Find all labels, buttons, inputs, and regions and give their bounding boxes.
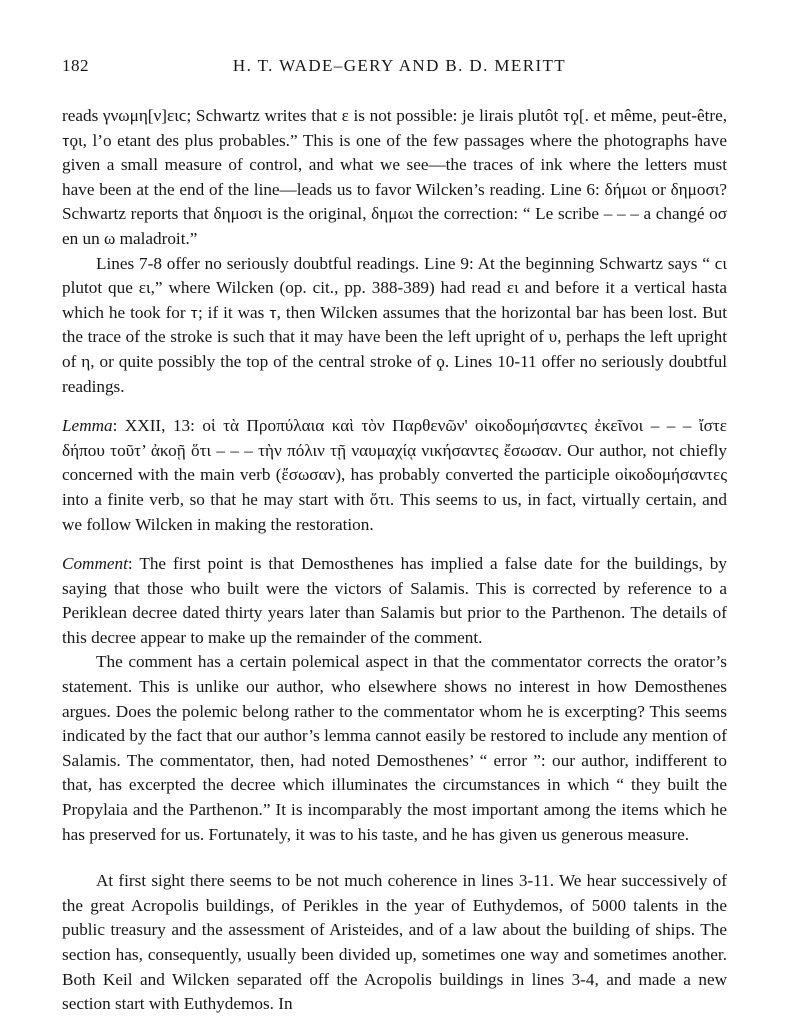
lemma-paragraph: [62, 414, 727, 537]
lemma-label: Lemma: [62, 416, 113, 436]
paragraph-6: At first sight there seems to be not much coherence in lines 3-11. We hear successively of the great Acropolis buildings, of Perikles in the year of Euthydemos, of 5000 talents in the public treasury and the assessment of Aristeides, and of a law about the building of ships. The section has, consequently, usually been divided up, sometimes one way and sometimes another. Both Keil and Wilcken separated off the Acropolis buildings in lines 3-4, and made a new section start with Euthydemos. In: [62, 871, 727, 1014]
comment-label: Comment: [62, 554, 128, 574]
body-text: [62, 104, 727, 1017]
running-head: [62, 56, 727, 78]
page-number: 182: [62, 56, 89, 75]
paragraph-2: Lines 7-8 offer no seriously doubtful readings. Line 9: At the beginning Schwartz says “ ϲι plutot que ει,” where Wilcken (op. cit., pp. 388-389) had read ει and before it a vertical hasta which he took for ⲧ; if it was ⲧ, then Wilcken assumes that the horizontal bar has been lost. But the trace of the stroke is such that it may have been the left upright of υ, perhaps the left upright of η, or quite possibly the top of the central stroke of ϙ. Lines 10-11 offer no seriously doubtful readings.: [62, 253, 727, 396]
comment-paragraph: [62, 552, 727, 650]
comment-body: : The first point is that Demosthenes has implied a false date for the buildings, by saying that those who built were the victors of Salamis. This is corrected by reference to a Periklean decree dated thirty years later than Salamis but prior to the Parthenon. The details of this decree appear to make up the remainder of the comment.: [62, 554, 727, 647]
lemma-body: : XXII, 13: οἱ τὰ Προπύλαια καὶ τὸν Παρθενῶν' οἰκοδομήσαντες ἐκεῖνοι – – – ἴστε δήπου τοῦτ’ ἀκοῇ ὅτι – – – τὴν πόλιν τῇ ναυμαχίᾳ νικήσαντες ἔσωσαν. Our author, not chiefly concerned with the main verb (ἔσωσαν), has probably converted the participle οἰκοδομήσαντες into a finite verb, so that he may start with ὅτι. This seems to us, in fact, virtually certain, and we follow Wilcken in making the restoration.: [62, 416, 727, 534]
running-head-title: H. T. WADE–GERY AND B. D. MERITT: [232, 56, 567, 75]
paragraph-5: The comment has a certain polemical aspect in that the commentator corrects the orator’s statement. This is unlike our author, who elsewhere shows no interest in how Demosthenes argues. Does the polemic belong rather to the commentator whom he is excerpting? This seems indicated by the fact that our author’s lemma cannot easily be restored to include any mention of Salamis. The commentator, then, had noted Demosthenes’ “ error ”: our author, indifferent to that, has excerpted the decree which illuminates the circumstances in which “ they built the Propylaia and the Parthenon.” It is incomparably the most important among the items which he has preserved for us. Fortunately, it was to his taste, and he has given us generous measure.: [62, 652, 727, 844]
paragraph-1: reads γνωμη[ν]ειϲ; Schwartz writes that ε is not possible: je lirais plutôt ⲧϙ[. et même, peut-être, ⲧϙι, l’o etant des plus probables.” This is one of the few passages where the photographs have given a small measure of control, and what we see—the traces of ink where the letters must have been at the end of the line—leads us to favor Wilcken’s reading. Line 6: δήμωι or δημοσι? Schwartz reports that δημοσι is the original, δημωι the correction: “ Le scribe – – – a changé οσ en un ω maladroit.”: [62, 106, 727, 248]
